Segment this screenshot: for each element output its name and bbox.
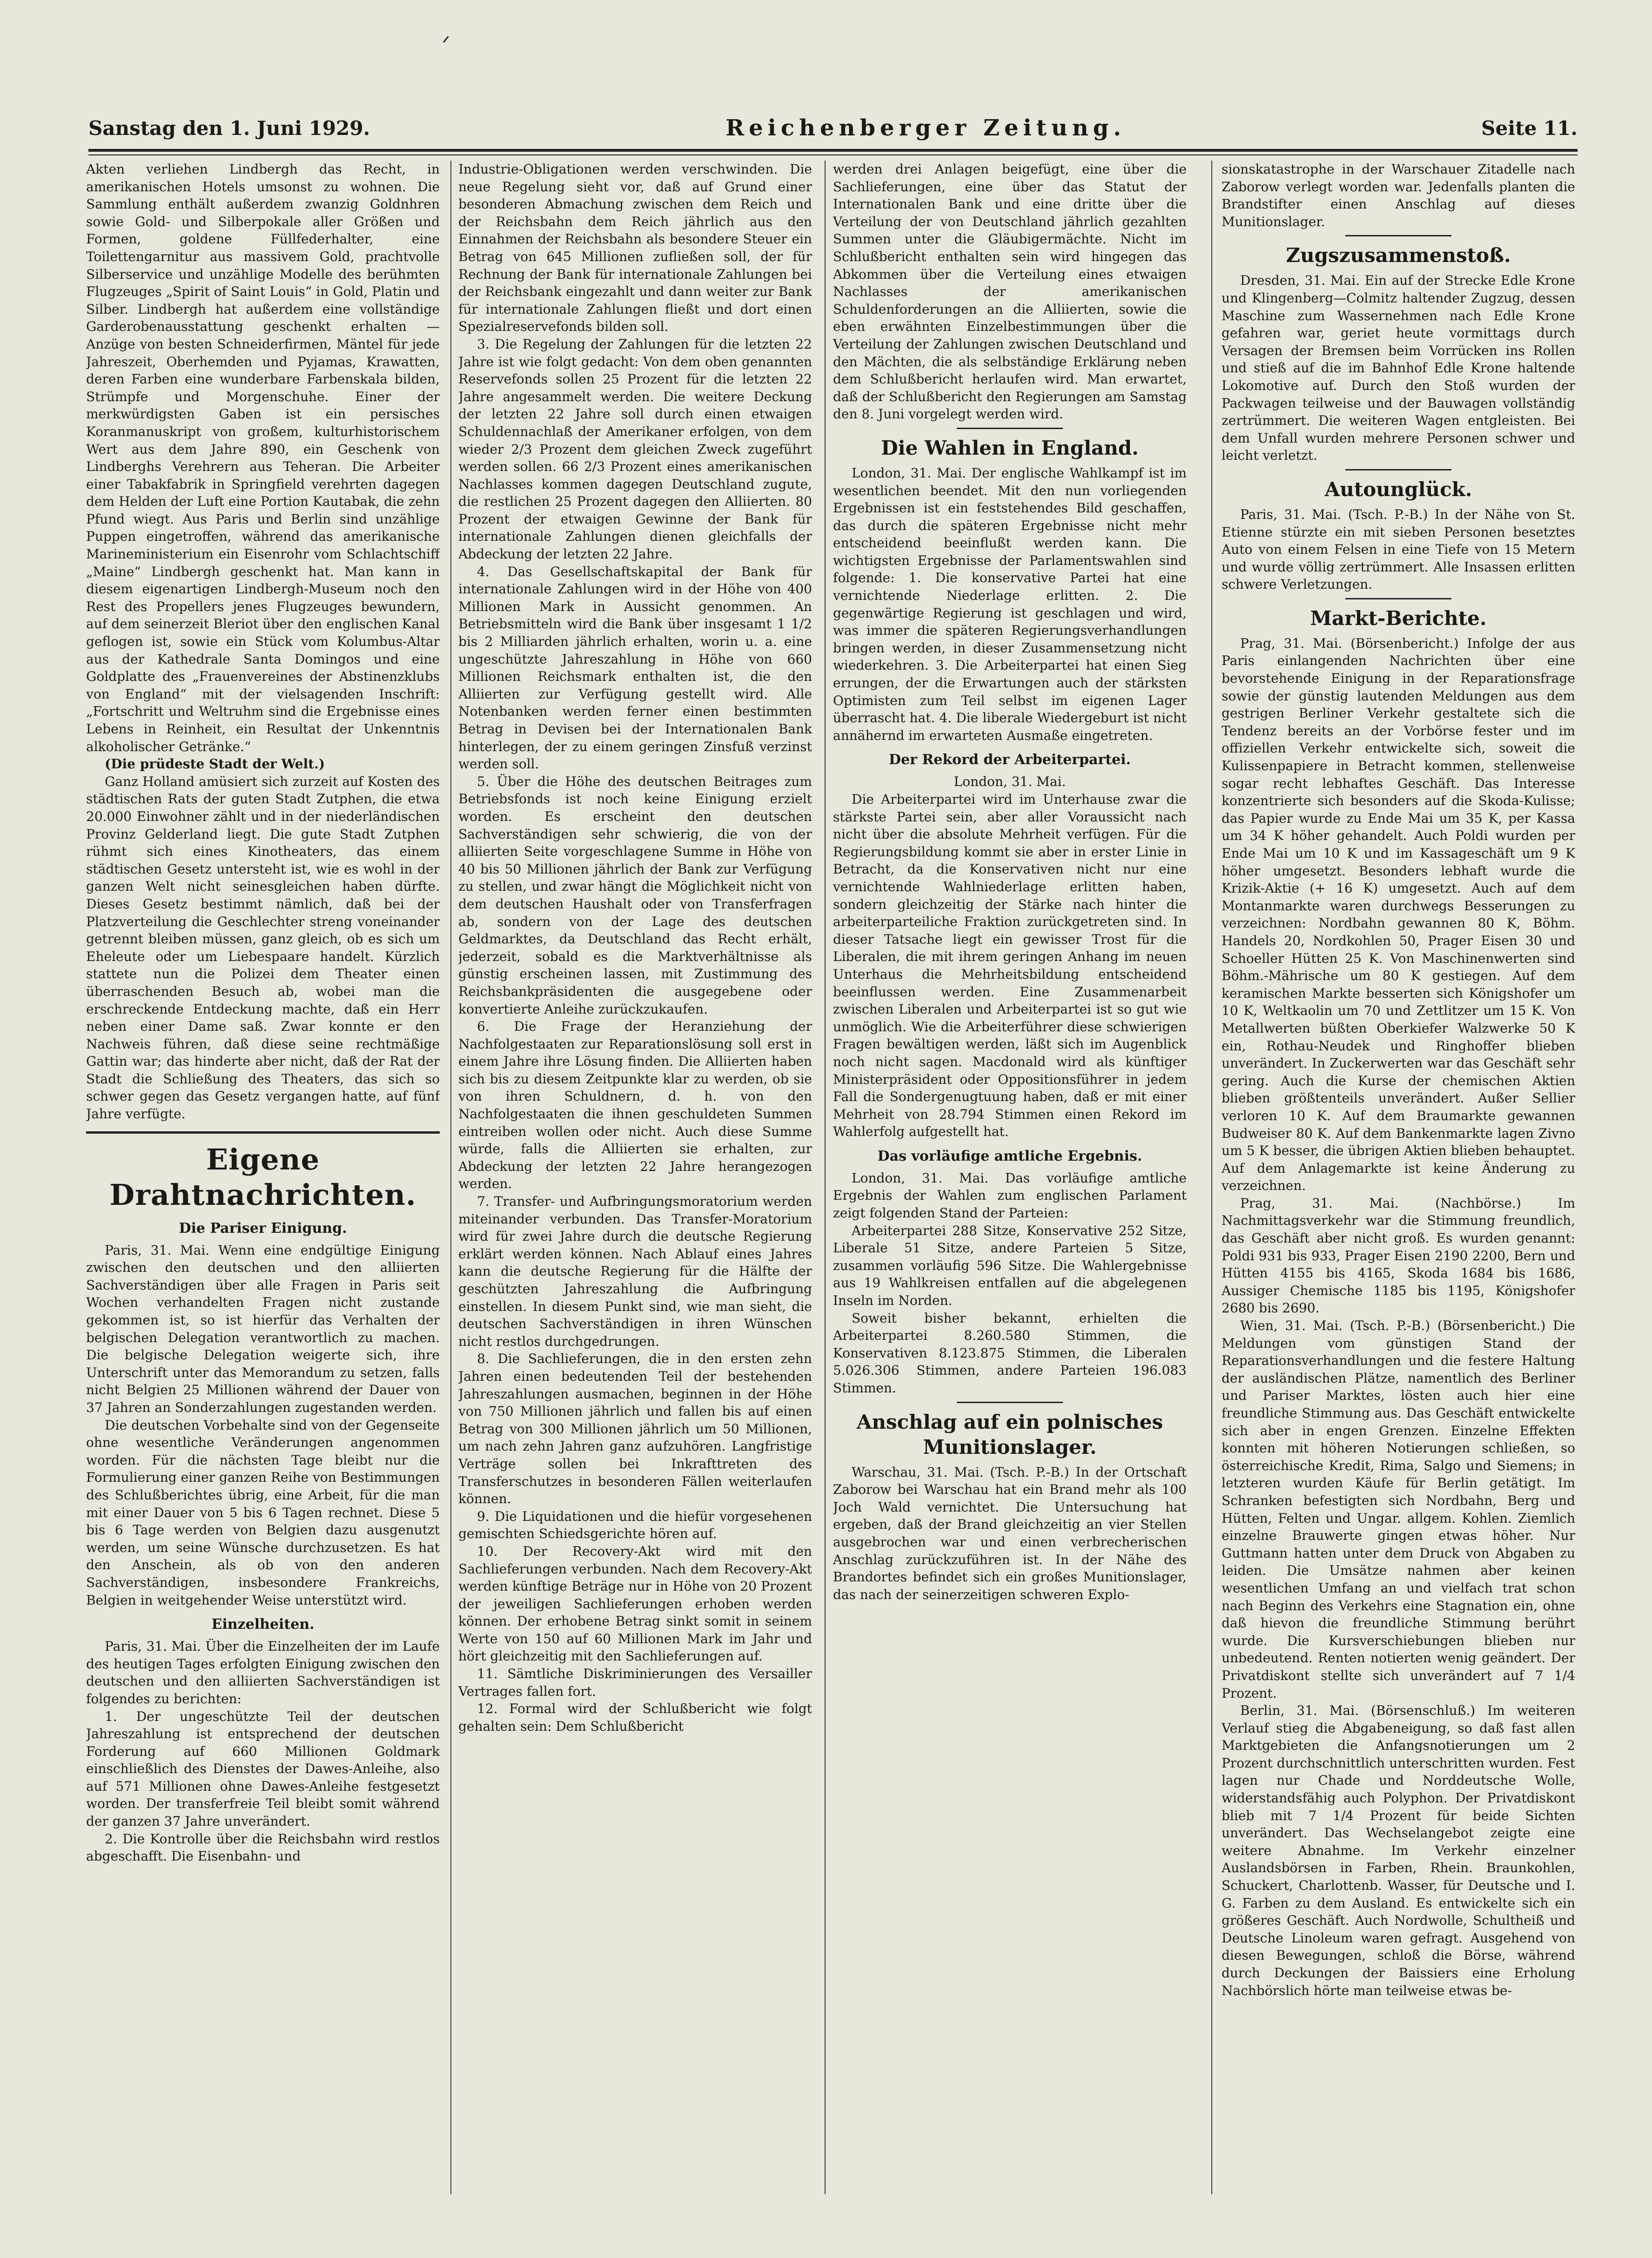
article-paragraph: werden drei Anlagen beigefügt, eine über die Sachlieferungen, eine über das Statut der Internationalen Bank und eine dritte über die Verteilung der von Deutschland jährlich gezahlten Summen unter die Gläubigermächte. Nicht im Schlußbericht enthalten sein wird hingegen das Abkommen über die Verteilung eines etwaigen Nachlasses der amerikanischen Schuldenforderungen an die Alliierten, sowie die eben erwähnten Einzelbestimmungen über die Verteilung der Zahlungen zwischen Deutschland und den Mächten, die als selbständige Erklärung neben dem Schlußbericht herlaufen wird. Man erwartet, daß der Schlußbericht den Regierungen am Samstag den 8. Juni vorgelegt werden wird. [833,161,1187,422]
article-paragraph: 7. Transfer- und Aufbringungsmoratorium werden miteinander verbunden. Das Transfer-Moratorium wird für zwei Jahre durch die deutsche Regierung erklärt werden können. Nach Ablauf eines Jahres kann die deutsche Regierung für die Hälfte der geschützten Jahreszahlung die Aufbringung einstellen. In diesem Punkt sind, wie man sieht, die deutschen Sachverständigen in ihren Wünschen nicht restlos durchgedrungen. [458,1194,812,1349]
article-paragraph: 2. Die Kontrolle über die Reichsbahn wird restlos abgeschafft. Die Eisenbahn- und [86,1831,440,1864]
article-heading: Die Wahlen in England. [881,436,1139,459]
article-paragraph: Paris, 31. Mai. Wenn eine endgültige Einigung zwischen den deutschen und den alliierten Sachverständigen über alle Fragen in Paris seit Wochen verhandelten Fragen nicht zustande gekommen ist, so ist hierfür das Verhalten der belgischen Delegation verantwortlich zu machen. Die belgische Delegation weigerte sich, ihre Unterschrift unter das Memorandum zu setzen, falls nicht Belgien 25 Millionen während der Dauer von 37 Jahren an Sonderzahlungen zugestanden werden. [86,1242,440,1415]
article-paragraph: 5. Über die Höhe des deutschen Beitrages zum Betriebsfonds ist noch keine Einigung erzielt worden. Es erscheint den deutschen Sachverständigen sehr schwierig, die von der alliierten Seite vorgeschlagene Summe in Höhe von 40 bis 50 Millionen jährlich der Bank zur Verfügung zu stellen, und zwar hängt die Möglichkeit nicht von dem deutschen Haushalt oder von Transferfragen ab, sondern von der Lage des deutschen Geldmarktes, da Deutschland das Recht erhält, jederzeit, sobald es die Marktverhältnisse als günstig erscheinen lassen, mit Zustimmung des Reichsbankpräsidenten die ausgegebene oder konvertierte Anleihe zurückzukaufen. [458,773,812,1017]
article-paragraph: 1. Der ungeschützte Teil der deutschen Jahreszahlung ist entsprechend der deutschen Forderung auf 660 Millionen Goldmark einschließlich des Dienstes der Dawes-Anleihe, also auf 571 Millionen ohne Dawes-Anleihe festgesetzt worden. Der transferfreie Teil bleibt somit während der ganzen 37 Jahre unverändert. [86,1708,440,1829]
section-rule [1345,598,1451,599]
column-rule [825,161,826,2194]
article-paragraph: Ganz Holland amüsiert sich zurzeit auf Kosten des städtischen Rats der guten Stadt Zutphen, die etwa 20.000 Einwohner zählt und in der niederländischen Provinz Gelderland liegt. Die gute Stadt Zutphen rühmt sich eines Kinotheaters, das einem städtischen Gesetz untersteht ist, wie es wohl in der ganzen Welt nicht seinesgleichen haben dürfte. Dieses Gesetz bestimmt nämlich, daß bei der Platzverteilung die Geschlechter streng voneinander getrennt bleiben müssen, ganz gleich, ob es sich um Eheleute oder um Liebespaare handelt. Kürzlich stattete nun die Polizei dem Theater einen überraschenden Besuch ab, wobei man die erschreckende Entdeckung machte, daß ein Herr neben einer Dame saß. Zwar konnte er den Nachweis führen, daß diese seine rechtmäßige Gattin war; das hinderte aber nicht, daß der Rat der Stadt die Schließung des Theaters, das sich so schwer gegen das Gesetz vergangen hatte, auf fünf Jahre verfügte. [86,773,440,1122]
article-paragraph: 11. Sämtliche Diskriminierungen des Versailler Vertrages fallen fort. [458,1666,812,1699]
section-rule [86,1131,440,1134]
newspaper-title: Reichenberger Zeitung. [725,115,1126,141]
article-heading: Markt-Berichte. [1310,606,1487,630]
article-paragraph: Industrie-Obligationen werden verschwinden. Die neue Regelung sieht vor, daß auf Grund einer besonderen Abmachung zwischen dem Reich und der Reichsbahn dem Reich jährlich aus den Einnahmen der Reichsbahn als besondere Steuer ein Betrag von 645 Millionen zufließen soll, der für Rechnung der Bank für internationale Zahlungen bei der Reichsbank eingezahlt und dann weiter zur Bank für internationale Zahlungen fließt und dort einen Spezialreservefonds bilden soll. [458,161,812,335]
article-paragraph: Paris, 31. Mai. Über die Einzelheiten der im Laufe des heutigen Tages erfolgten Einigung zwischen den deutschen und den alliierten Sachverständigen ist folgendes zu berichten: [86,1639,440,1707]
header-date: Sanstag den 1. Juni 1929. [88,116,370,140]
article-paragraph: London, 31. Mai. Das vorläufige amtliche Ergebnis der Wahlen zum englischen Parlament zeigt folgenden Stand der Parteien: [833,1170,1187,1221]
section-rule [957,1402,1063,1403]
article-heading: Anschlag auf ein polnisches Munitionslager. [856,1410,1163,1458]
article-paragraph: 10. Der Recovery-Akt wird mit den Sachlieferungen verbunden. Nach dem Recovery-Akt werden künftige Beträge nur in Höhe von 20 Prozent der jeweiligen Sachlieferungen erhoben werden können. Der erhobene Betrag sinkt somit in seinem Werte von 150 auf 60 Millionen Mark im Jahr und hört gleichzeitig mit den Sachlieferungen auf. [458,1543,812,1664]
article-paragraph: Wien, 31. Mai. (Tsch. P.-B.) (Börsenbericht.) Die Meldungen vom günstigen Stand der Reparationsverhandlungen und die festere Haltung der ausländischen Plätze, namentlich des Berliner und Pariser Marktes, lösten auch hier eine freundliche Stimmung aus. Das Geschäft entwickelte sich aber in engen Grenzen. Einzelne Effekten konnten mit höheren Notierungen schließen, so österreichische Kredit, Rima, Salgo und Siemens; in letzteren wurden Käufe für Berlin getätigt. Im Schranken befestigten sich Nordbahn, Berg und Hütten, Felten und Ungar. allgem. Kohlen. Ziemlich einzelne Brauwerte gingen etwas höher. Nur Guttmann hatten unter dem Druck von Abgaben zu leiden. Die Umsätze nahmen aber keinen wesentlichen Umfang an und vielfach trat schon nach Beginn des Verkehrs eine Stagnation ein, ohne daß hievon die freundliche Stimmung berührt wurde. Die Kursverschiebungen blieben nur unbedeutend. Renten notierten wenig geändert. Der Privatdiskont stellte sich unverändert auf 7 1/4 Prozent. [1222,1318,1575,1701]
section-rule [957,428,1063,429]
header-rule [88,149,1578,152]
article-paragraph: 8. Die Sachlieferungen, die in den ersten zehn Jahren einen bedeutenden Teil der bestehenden Jahreszahlungen ausmachen, beginnen in der Höhe von 750 Millionen jährlich und fallen bis auf einen Betrag von 300 Millionen jährlich um 50 Millionen, um nach zehn Jahren ganz aufzuhören. Langfristige Verträge sollen bei Inkrafttreten des Transferschutzes in besonderen Fällen weiterlaufen können. [458,1351,812,1507]
article-paragraph: Prag, 31. Mai. (Nachbörse.) Im Nachmittagsverkehr war die Stimmung freundlich, das Geschäft aber nicht groß. Es wurden genannt: Poldi 931 bis 933, Prager Eisen 2190 2200, Bern und Hütten 4155 bis 4165, Skoda 1684 bis 1686, Aussiger Chemische 1185 bis 1195, Königshofer 2680 bis 2690. [1222,1195,1575,1316]
article-paragraph: Paris, 31. Mai. (Tsch. P.-B.) In der Nähe von St. Etienne stürzte ein mit sieben Personen besetztes Auto von einem Felsen in eine Tiefe von 15 Metern und wurde völlig zertrümmert. Alle Insassen erlitten schwere Verletzungen. [1222,506,1575,592]
page-number: Seite 11. [1481,116,1578,140]
print-mark: ᐟ [442,33,450,54]
article-paragraph: 12. Formal wird der Schlußbericht wie folgt gehalten sein: Dem Schlußbericht [458,1701,812,1734]
article-heading: Die Pariser Einigung. [179,1220,347,1237]
article-paragraph: sionskatastrophe in der Warschauer Zitadelle nach Zaborow verlegt worden war. Jedenfalls planten die Brandstifter einen Anschlag auf dieses Munitionslager. [1222,161,1575,229]
page-header [88,112,1578,144]
article-paragraph: Die Arbeiterpartei wird im Unterhause zwar die stärkste Partei sein, aber aller Voraussicht nach nicht über die absolute Mehrheit verfügen. Für die Regierungsbildung kommt sie aber in erster Linie in Betracht, da die Konservativen nicht nur eine vernichtende Wahlniederlage erlitten haben, sondern gleichzeitig der Stärke nach hinter die arbeiterparteiliche Fraktion zurückgetreten sind. In dieser Tatsache liegt ein gewisser Trost für die Liberalen, die mit ihrem geringen Anhang im neuen Unterhaus die Mehrheitsbildung entscheidend beeinflussen werden. Eine Zusammenarbeit zwischen Liberalen und Arbeiterpartei ist so gut wie unmöglich. Wie die Arbeiterführer diese schwierigen Fragen bewältigen werden, läßt sich im Augenblick noch nicht sagen. Macdonald wird als künftiger Ministerpräsident oder Oppositionsführer in jedem Fall die Sondergenugtuung haben, daß er mit einer Mehrheit von 28.794 Stimmen einen Rekord im Wahlerfolg aufgestellt hat. [833,792,1187,1140]
article-heading: (Die prüdeste Stadt der Welt.) [105,756,325,772]
article-paragraph: Soweit bisher bekannt, erhielten die Arbeiterpartei 8.260.580 Stimmen, die Konservativen 8.123.875 Stimmen, die Liberalen 5.026.306 Stimmen, andere Parteien 196.083 Stimmen. [833,1310,1187,1396]
article-heading: Zugszusammenstoß. [1286,244,1511,267]
article-paragraph: Berlin, 31. Mai. (Börsenschluß.) Im weiteren Verlauf stieg die Abgabeneigung, so daß fast allen Marktgebieten die Anfangsnotierungen um 2 Prozent durchschnittlich unterschritten wurden. Fest lagen nur Chade und Norddeutsche Wolle, widerstandsfähig auch Polyphon. Der Privatdiskont blieb mit 7 1/4 Prozent für beide Sichten unverändert. Das Wechselangebot zeigte eine weitere Abnahme. Im Verkehr einzelner Auslandsbörsen in Farben, Rhein. Braunkohlen, Schuckert, Charlottenb. Wasser, für Deutsche und I. G. Farben zu dem Ausland. Es entwickelte sich ein größeres Geschäft. Auch Nordwolle, Schultheiß und Deutsche Linoleum waren gefragt. Ausgehend von diesen Bewegungen, schloß die Börse, während durch Deckungen der Baissiers eine Erholung Nachbörslich hörte man teilweise etwas be- [1222,1703,1575,1998]
article-paragraph: London, 31. Mai. Der englische Wahlkampf ist im wesentlichen beendet. Mit den nun vorliegenden Ergebnissen ist ein feststehendes Bild geschaffen, das durch die späteren Ergebnisse nicht mehr entscheidend beeinflußt werden kann. Die wichtigsten Ergebnisse der Parlamentswahlen sind folgende: 1. Die konservative Partei hat eine vernichtende Niederlage erlitten. 2. Die gegenwärtige Regierung ist geschlagen und wird, was immer die späteren Regierungsverhandlungen bringen werden, in dieser Zusammensetzung nicht wiederkehren. 3. Die Arbeiterpartei hat einen Sieg errungen, der die Erwartungen auch der stärksten Optimisten zum Teil selbst im eigenen Lager überrascht hat. 4. Die liberale Wiedergeburt ist nicht annähernd im erwarteten Ausmaße eingetreten. [833,465,1187,743]
article-heading: Autounglück. [1324,477,1472,501]
article-heading: Einzelheiten. [211,1616,315,1633]
section-rule [1345,235,1451,236]
column-rule [1211,161,1212,2194]
column-rule [450,161,451,2194]
column-4 [1222,161,1575,2199]
section-rule [1345,469,1451,470]
article-paragraph: Dresden, 31. Mai. Ein auf der Strecke Edle Krone und Klingenberg—Colmitz haltender Zugzug, dessen Maschine zum Wassernehmen nach Edle Krone gefahren war, geriet heute vormittags durch Versagen der Bremsen beim Vorrücken ins Rollen und stieß auf die im Bahnhof Edle Krone haltende Lokomotive auf. Durch den Stoß wurden der Packwagen teilweise und der Bauwagen vollständig zertrümmert. Die weiteren Wagen entgleisten. Bei dem Unfall wurden mehrere Personen schwer und leicht verletzt. [1222,273,1575,464]
column-2 [458,161,812,2199]
article-paragraph: 3. Die Regelung der Zahlungen für die letzten 22 Jahre ist wie folgt gedacht: Von dem oben genannten Reservefonds sollen 25 Prozent für die letzten 22 Jahre angesammelt werden. Die weitere Deckung der letzten 22 Jahre soll durch einen etwaigen Schuldennachlaß der Amerikaner erfolgen, von dem wieder 2/3 Prozent dem gleichen Zweck zugeführt werden sollen. 66 2/3 Prozent eines amerikanischen Nachlasses kommen dagegen Deutschland zugute, die restlichen 25 Prozent dagegen den Alliierten. 80 Prozent der etwaigen Gewinne der Bank für internationale Zahlungen dienen gleichfalls der Abdeckung der letzten 22 Jahre. [458,336,812,562]
article-paragraph: 9. Die Liquidationen und die hiefür vorgesehenen gemischten Schiedsgerichte hören auf. [458,1508,812,1542]
dateline: London, 31. Mai. [954,774,1066,790]
article-paragraph: Warschau, 31. Mai. (Tsch. P.-B.) In der Ortschaft Zaborow bei Warschau hat ein Brand mehr als 100 Joch Wald vernichtet. Die Untersuchung hat ergeben, daß der Brand gleichzeitig an vier Stellen ausgebrochen war und einen verbrecherischen Anschlag zurückzuführen ist. In der Nähe des Brandortes befindet sich ein großes Munitionslager, das nach der seinerzeitigen schweren Explo- [833,1464,1187,1602]
article-paragraph: 4. Das Gesellschaftskapital der Bank für internationale Zahlungen wird in der Höhe von 400 Millionen Mark in Aussicht genommen. An Betriebsmitteln wird die Bank über insgesamt 1 1/2 bis 2 Milliarden jährlich erhalten, worin u. a. eine ungeschützte Jahreszahlung in Höhe von 660 Millionen Reichsmark enthalten ist, die den Alliierten zur Verfügung gestellt wird. Alle Notenbanken werden ferner einen bestimmten Betrag in Devisen bei der Internationalen Bank hinterlegen, der zu einem geringen Zinsfuß verzinst werden soll. [458,564,812,772]
article-paragraph: Arbeiterpartei 288 Sitze, Konservative 252 Sitze, Liberale 51 Sitze, andere Parteien 5 Sitze, zusammen vorläufig 596 Sitze. Die Wahlergebnisse aus 19 Wahlkreisen entfallen auf die abgelegenen Inseln im Norden. [833,1223,1187,1309]
article-paragraph: 6. Die Frage der Heranziehung der Nachfolgestaaten zur Reparationslösung soll erst in einem Jahre ihre Lösung finden. Die Alliierten haben sich bis zu diesem Zeitpunkte klar zu werden, ob sie von ihren Schuldnern, d. h. von den Nachfolgestaaten die ihnen geschuldeten Summen eintreiben wollen oder nicht. Auch diese Summe würde, falls die Alliierten sie erhalten, zur Abdeckung der letzten 22 Jahre herangezogen werden. [458,1019,812,1192]
column-1 [86,161,440,2199]
article-heading: Das vorläufige amtliche Ergebnis. [877,1148,1142,1164]
article-paragraph: Prag, 31. Mai. (Börsenbericht.) Infolge der aus Paris einlangenden Nachrichten über eine bevorstehende Einigung in der Reparationsfrage sowie der günstig lautenden Meldungen aus dem gestrigen Berliner Verkehr gestaltete sich die Tendenz bereits an der Vorbörse fester und im offiziellen Verkehr entwickelte sich, soweit die Kulissenpapiere in Betracht kommen, stellenweise sogar recht lebhaftes Geschäft. Das Interesse konzentrierte sich besonders auf die Skoda-Kulisse; das Papier wurde zu Ende Mai um 35 K, per Kassa um 34 K höher gehandelt. Auch Poldi wurden per Ende Mai um 10 K und im Kassageschäft um 9 K höher umgesetzt. Besonders lebhaft wurde die Krizik-Aktie (+ 16 K) umgesetzt. Auch auf dem Montanmarkte waren durchwegs Besserungen zu verzeichnen: Nordbahn gewannen 80 K, Böhm. Handels 20, Nordkohlen 50, Prager Eisen 30 und Schoeller Hütten 25 K. Von Maschinenwerten sind Böhm.-Mährische um 80 K gestiegen. Auf dem keramischen Markte besserten sich Königshofer um 10 K, Weltkaolin um 70 und Zettlitzer um 15 K. Von Metallwerten büßten Oberkiefer Walzwerke 50 K ein, Rothau-Neudek und Ringhoffer blieben unverändert. In Zuckerwerten war das Geschäft sehr gering. Auch die Kurse der chemischen Aktien blieben größtenteils unverändert. Außer Sellier verloren 10 K. Auf dem Braumarkte gewannen Budweiser 80 K. Auf dem Bankenmarkte lagen Zivno um 5 K besser, die übrigen Aktien blieben behauptet. Auf dem Anlagemarkte ist keine Änderung zu verzeichnen. [1222,635,1575,1194]
article-paragraph: Die deutschen Vorbehalte sind von der Gegenseite ohne wesentliche Veränderungen angenommen worden. Für die nächsten Tage bleibt nur die Formulierung einer ganzen Reihe von Bestimmungen des Schlußberichtes übrig, eine Arbeit, für die man mit einer Dauer von 5 bis 6 Tagen rechnet. Diese 5 bis 6 Tage werden von Belgien dazu ausgenutzt werden, um seine Wünsche durchzusetzen. Es hat den Anschein, als ob von den anderen Sachverständigen, insbesondere Frankreichs, Belgien in weitgehender Weise unterstützt wird. [86,1417,440,1608]
column-3 [833,161,1187,2199]
article-paragraph: Akten verliehen Lindbergh das Recht, in amerikanischen Hotels umsonst zu wohnen. Die Sammlung enthält außerdem zwanzig Goldnhren sowie Gold- und Silberpokale aller Größen und Formen, goldene Füllfederhalter, eine Toilettengarnitur aus massivem Gold, prachtvolle Silberservice und unzählige Modelle des berühmten Flugzeuges „Spirit of Saint Louis“ in Gold, Platin und Silber. Lindbergh hat außerdem eine vollständige Garderobenausstattung geschenkt erhalten — Anzüge von besten Schneiderfirmen, Mäntel für jede Jahreszeit, Oberhemden und Pyjamas, Krawatten, deren Farben eine wunderbare Farbenskala bilden, Strümpfe und Morgenschuhe. Einer der merkwürdigsten Gaben ist ein persisches Koranmanuskript von großem, kulturhistorischem Wert aus dem Jahre 890, ein Geschenk von Lindberghs Verehrern aus Teheran. Die Arbeiter einer Tabakfabrik in Springfield verehrten dagegen dem Helden der Luft eine Portion Kautabak, die zehn Pfund wiegt. Aus Paris und Berlin sind unzählige Puppen eingetroffen, während das amerikanische Marineministerium ein Eisenrohr vom Schlachtschiff „Maine“ Lindbergh geschenkt hat. Man kann in diesem eigenartigen Lindbergh-Museum noch den Rest des Propellers jenes Flugzeuges bewundern, auf dem seinerzeit Bleriot über den englischen Kanal geflogen ist, sowie ein Stück vom Kolumbus-Altar aus der Kathedrale Santa Domingos und eine Goldplatte des „Frauenvereines der Abstinenzklubs von England“ mit der vielsagenden Inschrift: „Fortschritt und Weltruhm sind die Ergebnisse eines Lebens in Reinheit, ein Resultat der Unkenntnis alkoholischer Getränke.“ [86,161,440,754]
section-title: Eigene Drahtnachrichten. [109,1142,416,1212]
article-heading: Der Rekord der Arbeiterpartei. [888,752,1131,768]
